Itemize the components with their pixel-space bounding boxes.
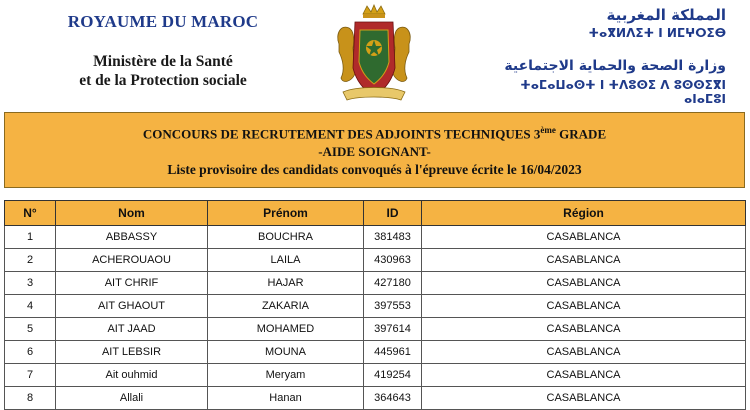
cell-last-name: AIT LEBSIR xyxy=(56,341,208,364)
cell-id: 397553 xyxy=(364,295,422,318)
cell-number: 8 xyxy=(5,387,56,410)
cell-region: CASABLANCA xyxy=(422,364,746,387)
cell-region: CASABLANCA xyxy=(422,387,746,410)
cell-first-name: HAJAR xyxy=(208,272,364,295)
table-header-row xyxy=(5,201,746,226)
arabic-header xyxy=(476,6,726,106)
cell-last-name: AIT JAAD xyxy=(56,318,208,341)
banner-description: Liste provisoire des candidats convoqués à l'épreuve écrite le 16/04/2023 xyxy=(167,162,582,178)
cell-region: CASABLANCA xyxy=(422,226,746,249)
cell-last-name: Ait ouhmid xyxy=(56,364,208,387)
column-header-last-name: Nom xyxy=(56,201,208,226)
column-header-number: N° xyxy=(5,201,56,226)
cell-first-name: Hanan xyxy=(208,387,364,410)
document-header xyxy=(0,0,750,108)
candidates-table xyxy=(4,200,746,410)
table-row xyxy=(5,318,746,341)
cell-id: 419254 xyxy=(364,364,422,387)
royal-coat-of-arms-icon xyxy=(333,4,415,104)
ministry-line-2: et de la Protection sociale xyxy=(79,72,247,89)
exam-banner xyxy=(4,112,745,188)
cell-first-name: MOUNA xyxy=(208,341,364,364)
table-row xyxy=(5,295,746,318)
cell-region: CASABLANCA xyxy=(422,272,746,295)
kingdom-title: ROYAUME DU MAROC xyxy=(67,12,259,31)
kingdom-title-arabic: المملكة المغربية xyxy=(606,6,726,24)
ministry-title-arabic: وزارة الصحة والحماية الاجتماعية xyxy=(504,58,726,74)
cell-number: 1 xyxy=(5,226,56,249)
table-row xyxy=(5,249,746,272)
column-header-first-name: Prénom xyxy=(208,201,364,226)
cell-first-name: ZAKARIA xyxy=(208,295,364,318)
cell-id: 445961 xyxy=(364,341,422,364)
cell-region: CASABLANCA xyxy=(422,318,746,341)
cell-number: 5 xyxy=(5,318,56,341)
cell-id: 364643 xyxy=(364,387,422,410)
cell-id: 381483 xyxy=(364,226,422,249)
cell-region: CASABLANCA xyxy=(422,249,746,272)
ministry-title-tifinagh: ⵜⴰⵎⴰⵡⴰⵙⵜ ⵏ ⵜⴷⵓⵙⵉ ⴷ ⵓⵙⵙⵉⴳⵏ ⴰⵏⴰⵎⵓⵏ xyxy=(520,78,726,106)
column-header-id: ID xyxy=(364,201,422,226)
column-header-region: Région xyxy=(422,201,746,226)
cell-last-name: Allali xyxy=(56,387,208,410)
cell-number: 6 xyxy=(5,341,56,364)
cell-id: 397614 xyxy=(364,318,422,341)
cell-region: CASABLANCA xyxy=(422,341,746,364)
cell-first-name: LAILA xyxy=(208,249,364,272)
cell-first-name: Meryam xyxy=(208,364,364,387)
cell-number: 4 xyxy=(5,295,56,318)
cell-id: 430963 xyxy=(364,249,422,272)
cell-number: 2 xyxy=(5,249,56,272)
french-header xyxy=(28,10,298,90)
cell-number: 3 xyxy=(5,272,56,295)
cell-last-name: ACHEROUAOU xyxy=(56,249,208,272)
table-row xyxy=(5,272,746,295)
ministry-line-1: Ministère de la Santé xyxy=(93,53,233,70)
table-row xyxy=(5,387,746,410)
table-row xyxy=(5,364,746,387)
cell-last-name: AIT GHAOUT xyxy=(56,295,208,318)
cell-id: 427180 xyxy=(364,272,422,295)
cell-first-name: MOHAMED xyxy=(208,318,364,341)
banner-title: CONCOURS DE RECRUTEMENT DES ADJOINTS TECHNIQUES 3ème GRADE xyxy=(142,125,607,142)
cell-number: 7 xyxy=(5,364,56,387)
table-row xyxy=(5,226,746,249)
cell-last-name: AIT CHRIF xyxy=(56,272,208,295)
kingdom-title-tifinagh: ⵜⴰⴳⵍⴷⵉⵜ ⵏ ⵍⵎⵖⵔⵉⴱ xyxy=(588,26,726,40)
cell-region: CASABLANCA xyxy=(422,295,746,318)
table-row xyxy=(5,341,746,364)
cell-last-name: ABBASSY xyxy=(56,226,208,249)
banner-subtitle: -AIDE SOIGNANT- xyxy=(318,144,431,160)
cell-first-name: BOUCHRA xyxy=(208,226,364,249)
